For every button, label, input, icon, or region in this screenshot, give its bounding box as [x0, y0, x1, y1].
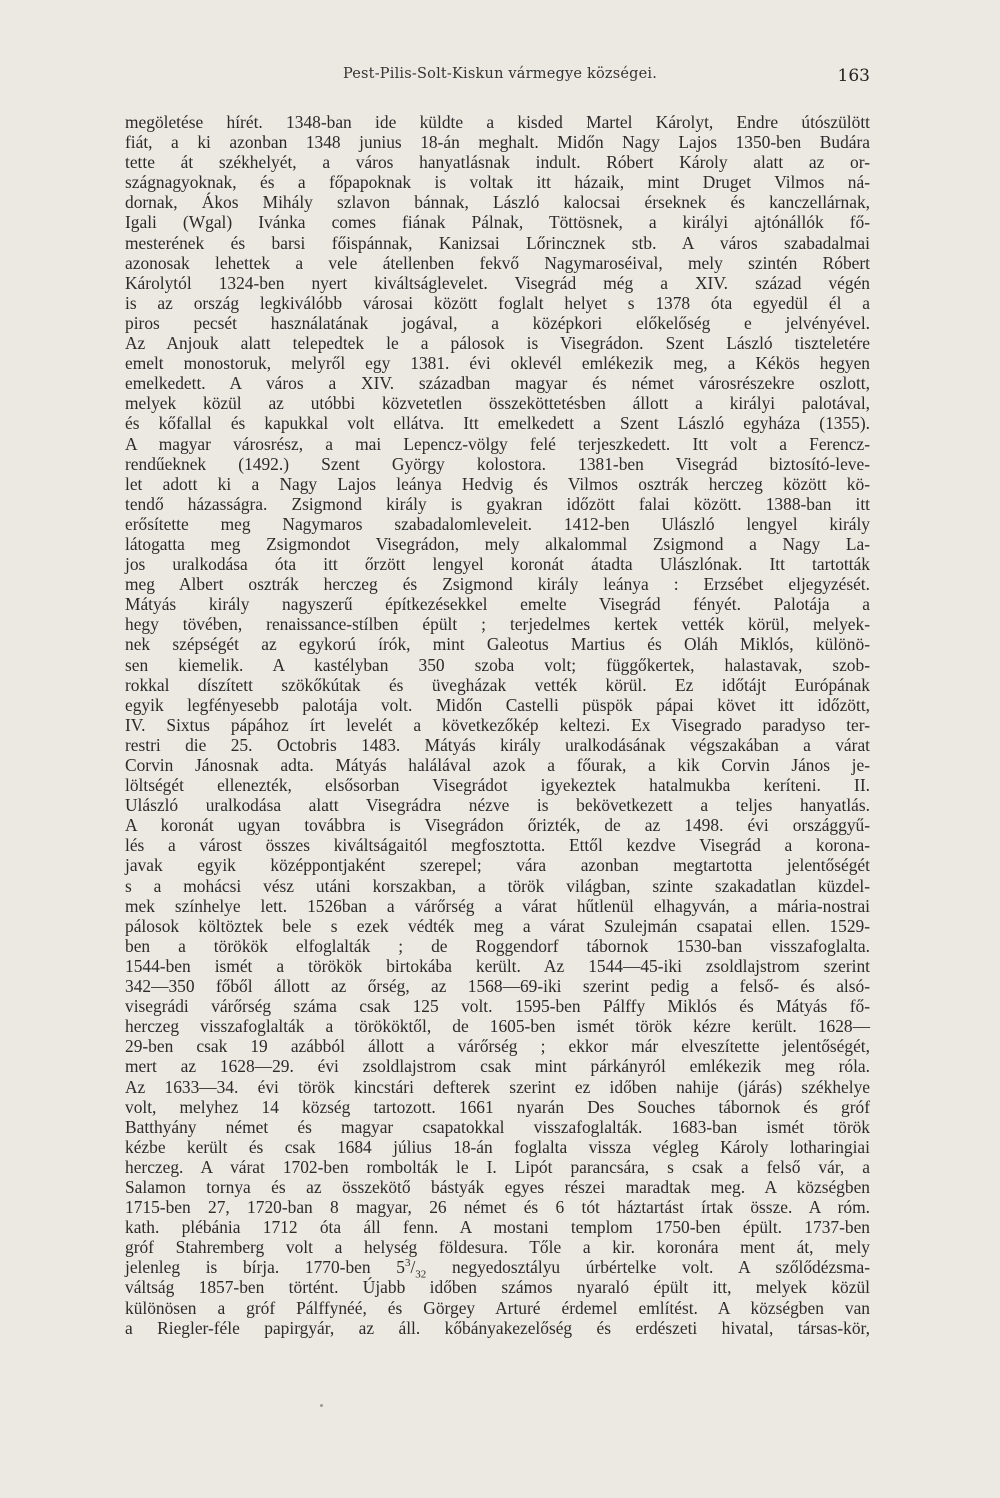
text-line: fiát, a ki azonban 1348 junius 18-án meghalt. Midőn Nagy Lajos 1350-ben Budára — [125, 132, 870, 153]
text-line: melyek közül az utóbbi közvetetlen összeköttetésben állott a királyi palotával, — [125, 393, 870, 414]
text-line: 342—350 főből állott az őrség, az 1568—69-iki szerint pedig a felső- és alsó- — [125, 976, 870, 997]
text-line: IV. Sixtus pápához írt levelét a következőkép keltezi. Ex Visegrado paradyso ter- — [125, 714, 870, 735]
text-line: kézbe került és csak 1684 július 18-án foglalta vissza végleg Károly lotharingiai — [125, 1136, 870, 1157]
text-line: mek színhelye lett. 1526ban a várőrség a várat hűtlenül elhagyván, a mária-nostrai — [125, 895, 870, 916]
text-line: dornak, Ákos Mihály szlavon bánnak, László kalocsai érseknek és kanczellárnak, — [125, 192, 870, 213]
text-line: azonosak lehettek a vele átellenben fekvő Nagymaroséival, mely szintén Róbert — [125, 252, 870, 273]
text-line: restri die 25. Octobris 1483. Mátyás király uralkodásának végszakában a várat — [125, 734, 870, 755]
text-line: Igali (Wgal) Ivánka comes fiának Pálnak, Töttösnek, a királyi ajtónállók fő- — [125, 212, 870, 233]
text-line: piros pecsét használatának jogával, a középkori előkelőség e jelvényével. — [125, 312, 870, 333]
text-line: mert az 1628—29. évi zsoldlajstrom csak mint párkányról emlékezik meg róla. — [125, 1056, 870, 1077]
text-line: Károlytól 1324-ben nyert kiváltságlevelet. Visegrád még a XIV. század végén — [125, 272, 870, 293]
text-line: egyik legfényesebb palotája volt. Midőn Castelli püspök pápai követ itt időzött, — [125, 694, 870, 715]
fraction-line-end: negyedosztályu úrbértelke volt. A szőlődézsma- — [426, 1257, 870, 1278]
text-line: nek szépségét az egykorú írók, mint Galeotus Martius és Oláh Miklós, különö- — [125, 634, 870, 655]
text-line: és kőfallal és kapukkal volt ellátva. Itt emelkedett a Szent László egyháza (1355). — [125, 413, 870, 434]
text-line: megöletése hírét. 1348-ban ide küldte a kisded Martel Károlyt, Endre útószülött — [125, 112, 870, 132]
text-line: váltság 1857-ben történt. Újabb időben számos nyaraló épült itt, melyek közül — [125, 1277, 870, 1298]
text-line: tette át székhelyét, a város hanyatlásnak indult. Róbert Károly alatt az or- — [125, 152, 870, 173]
text-line: szágnagyoknak, és a főpapoknak is voltak itt házaik, mint Druget Vilmos ná- — [125, 172, 870, 193]
text-line: emelt monostoruk, melyről egy 1381. évi oklevél emlékezik meg, a Kékös hegyen — [125, 353, 870, 374]
body-text — [125, 112, 870, 1338]
text-line: rendűeknek (1492.) Szent György kolostora. 1381-ben Visegrád biztosító-leve- — [125, 453, 870, 474]
text-line: pálosok költöztek bele s ezek védték meg a várat Szulejmán csapatai ellen. 1529- — [125, 915, 870, 936]
text-line: rokkal díszített szökőkútak és üvegházak vették körül. Ez időtájt Európának — [125, 674, 870, 695]
text-line: Corvin Jánosnak adta. Mátyás halálával azok a főurak, a kik Corvin János je- — [125, 755, 870, 775]
text-line: s a mohácsi vész utáni korszakban, a török világban, szinte szakadatlan küzdel- — [125, 875, 870, 896]
text-line: Salamon tornya és az összekötő bástyák egyes részei maradtak meg. A községben — [125, 1176, 870, 1197]
text-line: hegy tövében, renaissance-stílben épült ; terjedelmes kertek vették körül, melyek- — [125, 614, 870, 635]
text-line: herczeg visszafoglalták a törököktől, de 1605-ben ismét török kézre került. 1628— — [125, 1016, 870, 1037]
text-line: meg Albert osztrák herczeg és Zsigmond király leánya : Erzsébet eljegyzését. — [125, 574, 870, 595]
ink-speck — [320, 1404, 323, 1407]
text-line: is az ország legkiválóbb városai között foglalt helyet s 1378 óta egyedül él a — [125, 292, 870, 313]
page-number: 163 — [837, 66, 870, 86]
fraction-numerator: 3 — [404, 1257, 411, 1270]
text-line: látogatta meg Zsigmondot Visegrádon, mely alkalommal Zsigmond a Nagy La- — [125, 533, 870, 554]
text-line: Batthyány német és magyar csapatokkal visszafoglalták. 1683-ban ismét török — [125, 1116, 870, 1137]
text-line: jos uralkodása óta itt őrzött lengyel koronát átadta Ulászlónak. Itt tartották — [125, 554, 870, 575]
text-line: javak egyik középpontjaként szerepel; vára azonban megtartotta jelentőségét — [125, 855, 870, 876]
fraction-line-start: jelenleg is bírja. 1770-ben 5 — [125, 1257, 405, 1278]
text-line: let adott ki a Nagy Lajos leánya Hedvig és Vilmos osztrák herczeg között kö- — [125, 473, 870, 494]
text-line: volt, melyhez 14 község tartozott. 1661 nyarán Des Souches tábornok és gróf — [125, 1096, 870, 1117]
running-head: Pest-Pilis-Solt-Kiskun vármegye községei. — [342, 66, 658, 82]
text-line: gróf Stahremberg volt a helység földesura. Tőle a kir. koronára ment át, mely — [125, 1237, 870, 1258]
text-line: kath. plébánia 1712 óta áll fenn. A mostani templom 1750-ben épült. 1737-ben — [125, 1217, 870, 1238]
text-line: mesterének és barsi főispánnak, Kanizsai Lőrincznek stb. A város szabadalmai — [125, 232, 870, 253]
text-line: emelkedett. A város a XIV. században magyar és német városrészekre oszlott, — [125, 373, 870, 394]
text-line: ben a törökök elfoglalták ; de Roggendorf tábornok 1530-ban visszafoglalta. — [125, 935, 870, 956]
text-line: Az Anjouk alatt telepedtek le a pálosok is Visegrádon. Szent László tiszteletére — [125, 333, 870, 354]
text-line: sen kiemelik. A kastélyban 350 szoba volt; függőkertek, halastavak, szob- — [125, 654, 870, 675]
text-line: Mátyás király nagyszerű építkezésekkel emelte Visegrád fényét. Palotája a — [125, 594, 870, 615]
text-line: löltségét ellenezték, elsősorban Visegrádot igyekeztek hatalmukba keríteni. II. — [125, 775, 870, 796]
text-line: tendő házasságra. Zsigmond király is gyakran időzött falai között. 1388-ban itt — [125, 493, 870, 514]
text-line: 1715-ben 27, 1720-ban 8 magyar, 26 német és 6 tót háztartást írtak össze. A róm. — [125, 1197, 870, 1218]
text-line: A magyar városrész, a mai Lepencz-völgy felé terjeszkedett. Itt volt a Ferencz- — [125, 433, 870, 454]
page-header — [130, 66, 870, 92]
text-line-with-fraction: jelenleg is bírja. 1770-ben $5^3/_{32}$ negyedosztályu úrbértelke volt. A szőlődézsma- — [125, 1257, 870, 1281]
text-line: Az 1633—34. évi török kincstári defterek szerint ez időben nahije (járás) székhelye — [125, 1076, 870, 1097]
fraction-denominator: 32 — [415, 1268, 427, 1281]
text-line: erősítette meg Nagymaros szabadalomleveleit. 1412-ben Ulászló lengyel király — [125, 513, 870, 534]
text-line: a Riegler-féle papirgyár, az áll. kőbányakezelőség és erdészeti hivatal, társas-kör, — [125, 1317, 870, 1338]
text-line: Ulászló uralkodása alatt Visegrádra nézve is bekövetkezett a teljes hanyatlás. — [125, 795, 870, 816]
text-line: lés a várost összes kiváltságaitól megfosztotta. Ettől kezdve Visegrád a korona- — [125, 835, 870, 856]
text-line: 1544-ben ismét a törökök birtokába került. Az 1544—45-iki zsoldlajstrom szerint — [125, 955, 870, 976]
text-line: különösen a gróf Pálffynéé, és Görgey Arturé érdemel említést. A községben van — [125, 1297, 870, 1318]
text-line: A koronát ugyan továbbra is Visegrádon őrizték, de az 1498. évi országgyű- — [125, 815, 870, 836]
text-line: 29-ben csak 19 azábból állott a várőrség ; ekkor már elveszítette jelentőségét, — [125, 1036, 870, 1057]
text-line: herczeg. A várat 1702-ben rombolták le I. Lipót parancsára, s csak a felső vár, a — [125, 1156, 870, 1177]
text-line: visegrádi várőrség száma csak 125 volt. 1595-ben Pálffy Miklós és Mátyás fő- — [125, 996, 870, 1017]
